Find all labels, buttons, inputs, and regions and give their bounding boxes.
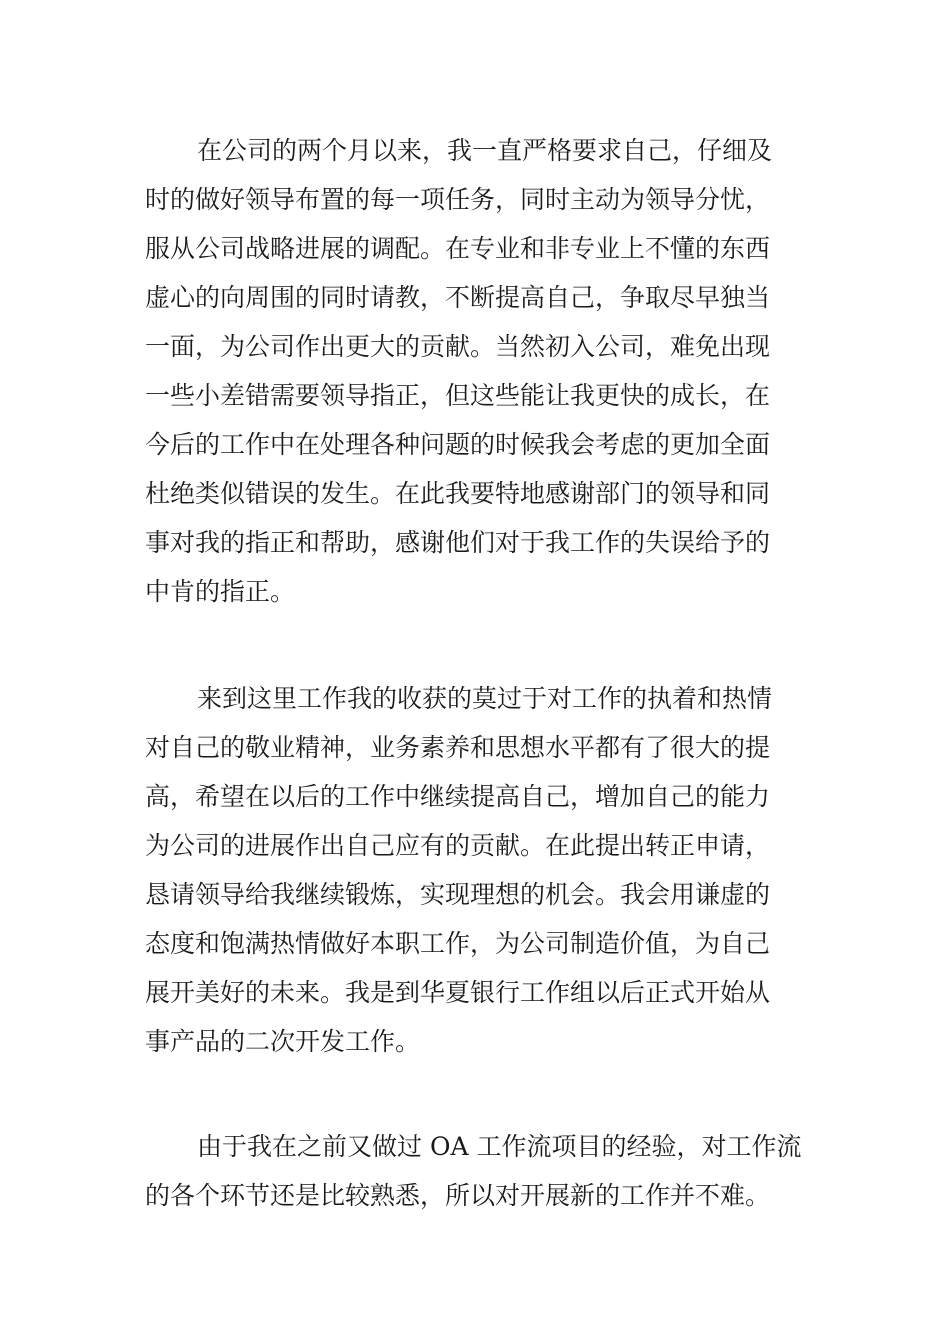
paragraph-line: 事对我的指正和帮助，感谢他们对于我工作的失误给予的: [145, 528, 771, 557]
paragraph-line: 的各个环节还是比较熟悉，所以对开展新的工作并不难。: [145, 1181, 771, 1210]
paragraph-line: 高，希望在以后的工作中继续提高自己，增加自己的能力: [145, 782, 771, 811]
paragraph-line: 虚心的向周围的同时请教，不断提高自己，争取尽早独当: [145, 283, 771, 312]
paragraph-line: 时的做好领导布置的每一项任务，同时主动为领导分忧，: [145, 185, 771, 214]
paragraph-line: 一些小差错需要领导指正，但这些能让我更快的成长，在: [145, 381, 771, 410]
paragraph-line: 由于我在之前又做过 OA 工作流项目的经验，对工作流: [197, 1132, 802, 1161]
paragraph-2: [145, 674, 815, 1066]
paragraph-line: 一面，为公司作出更大的贡献。当然初入公司，难免出现: [145, 332, 771, 361]
paragraph-line: 为公司的进展作出自己应有的贡献。在此提出转正申请，: [145, 831, 771, 860]
paragraph-line: 杜绝类似错误的发生。在此我要特地感谢部门的领导和同: [145, 479, 771, 508]
paragraph-line: 恳请领导给我继续锻炼，实现理想的机会。我会用谦虚的: [145, 880, 771, 909]
paragraph-1: [145, 126, 815, 616]
paragraph-line: 来到这里工作我的收获的莫过于对工作的执着和热情: [197, 684, 773, 713]
paragraph-3: [145, 1122, 815, 1220]
paragraph-line: 事产品的二次开发工作。: [145, 1027, 421, 1056]
paragraph-line: 展开美好的未来。我是到华夏银行工作组以后正式开始从: [145, 978, 771, 1007]
paragraph-line: 中肯的指正。: [145, 577, 296, 606]
paragraph-line: 今后的工作中在处理各种问题的时候我会考虑的更加全面: [145, 430, 771, 459]
paragraph-line: 态度和饱满热情做好本职工作，为公司制造价值，为自己: [145, 929, 771, 958]
paragraph-line: 在公司的两个月以来，我一直严格要求自己，仔细及: [197, 136, 773, 165]
paragraph-line: 对自己的敬业精神，业务素养和思想水平都有了很大的提: [145, 733, 771, 762]
paragraph-line: 服从公司战略进展的调配。在专业和非专业上不懂的东西: [145, 234, 771, 263]
